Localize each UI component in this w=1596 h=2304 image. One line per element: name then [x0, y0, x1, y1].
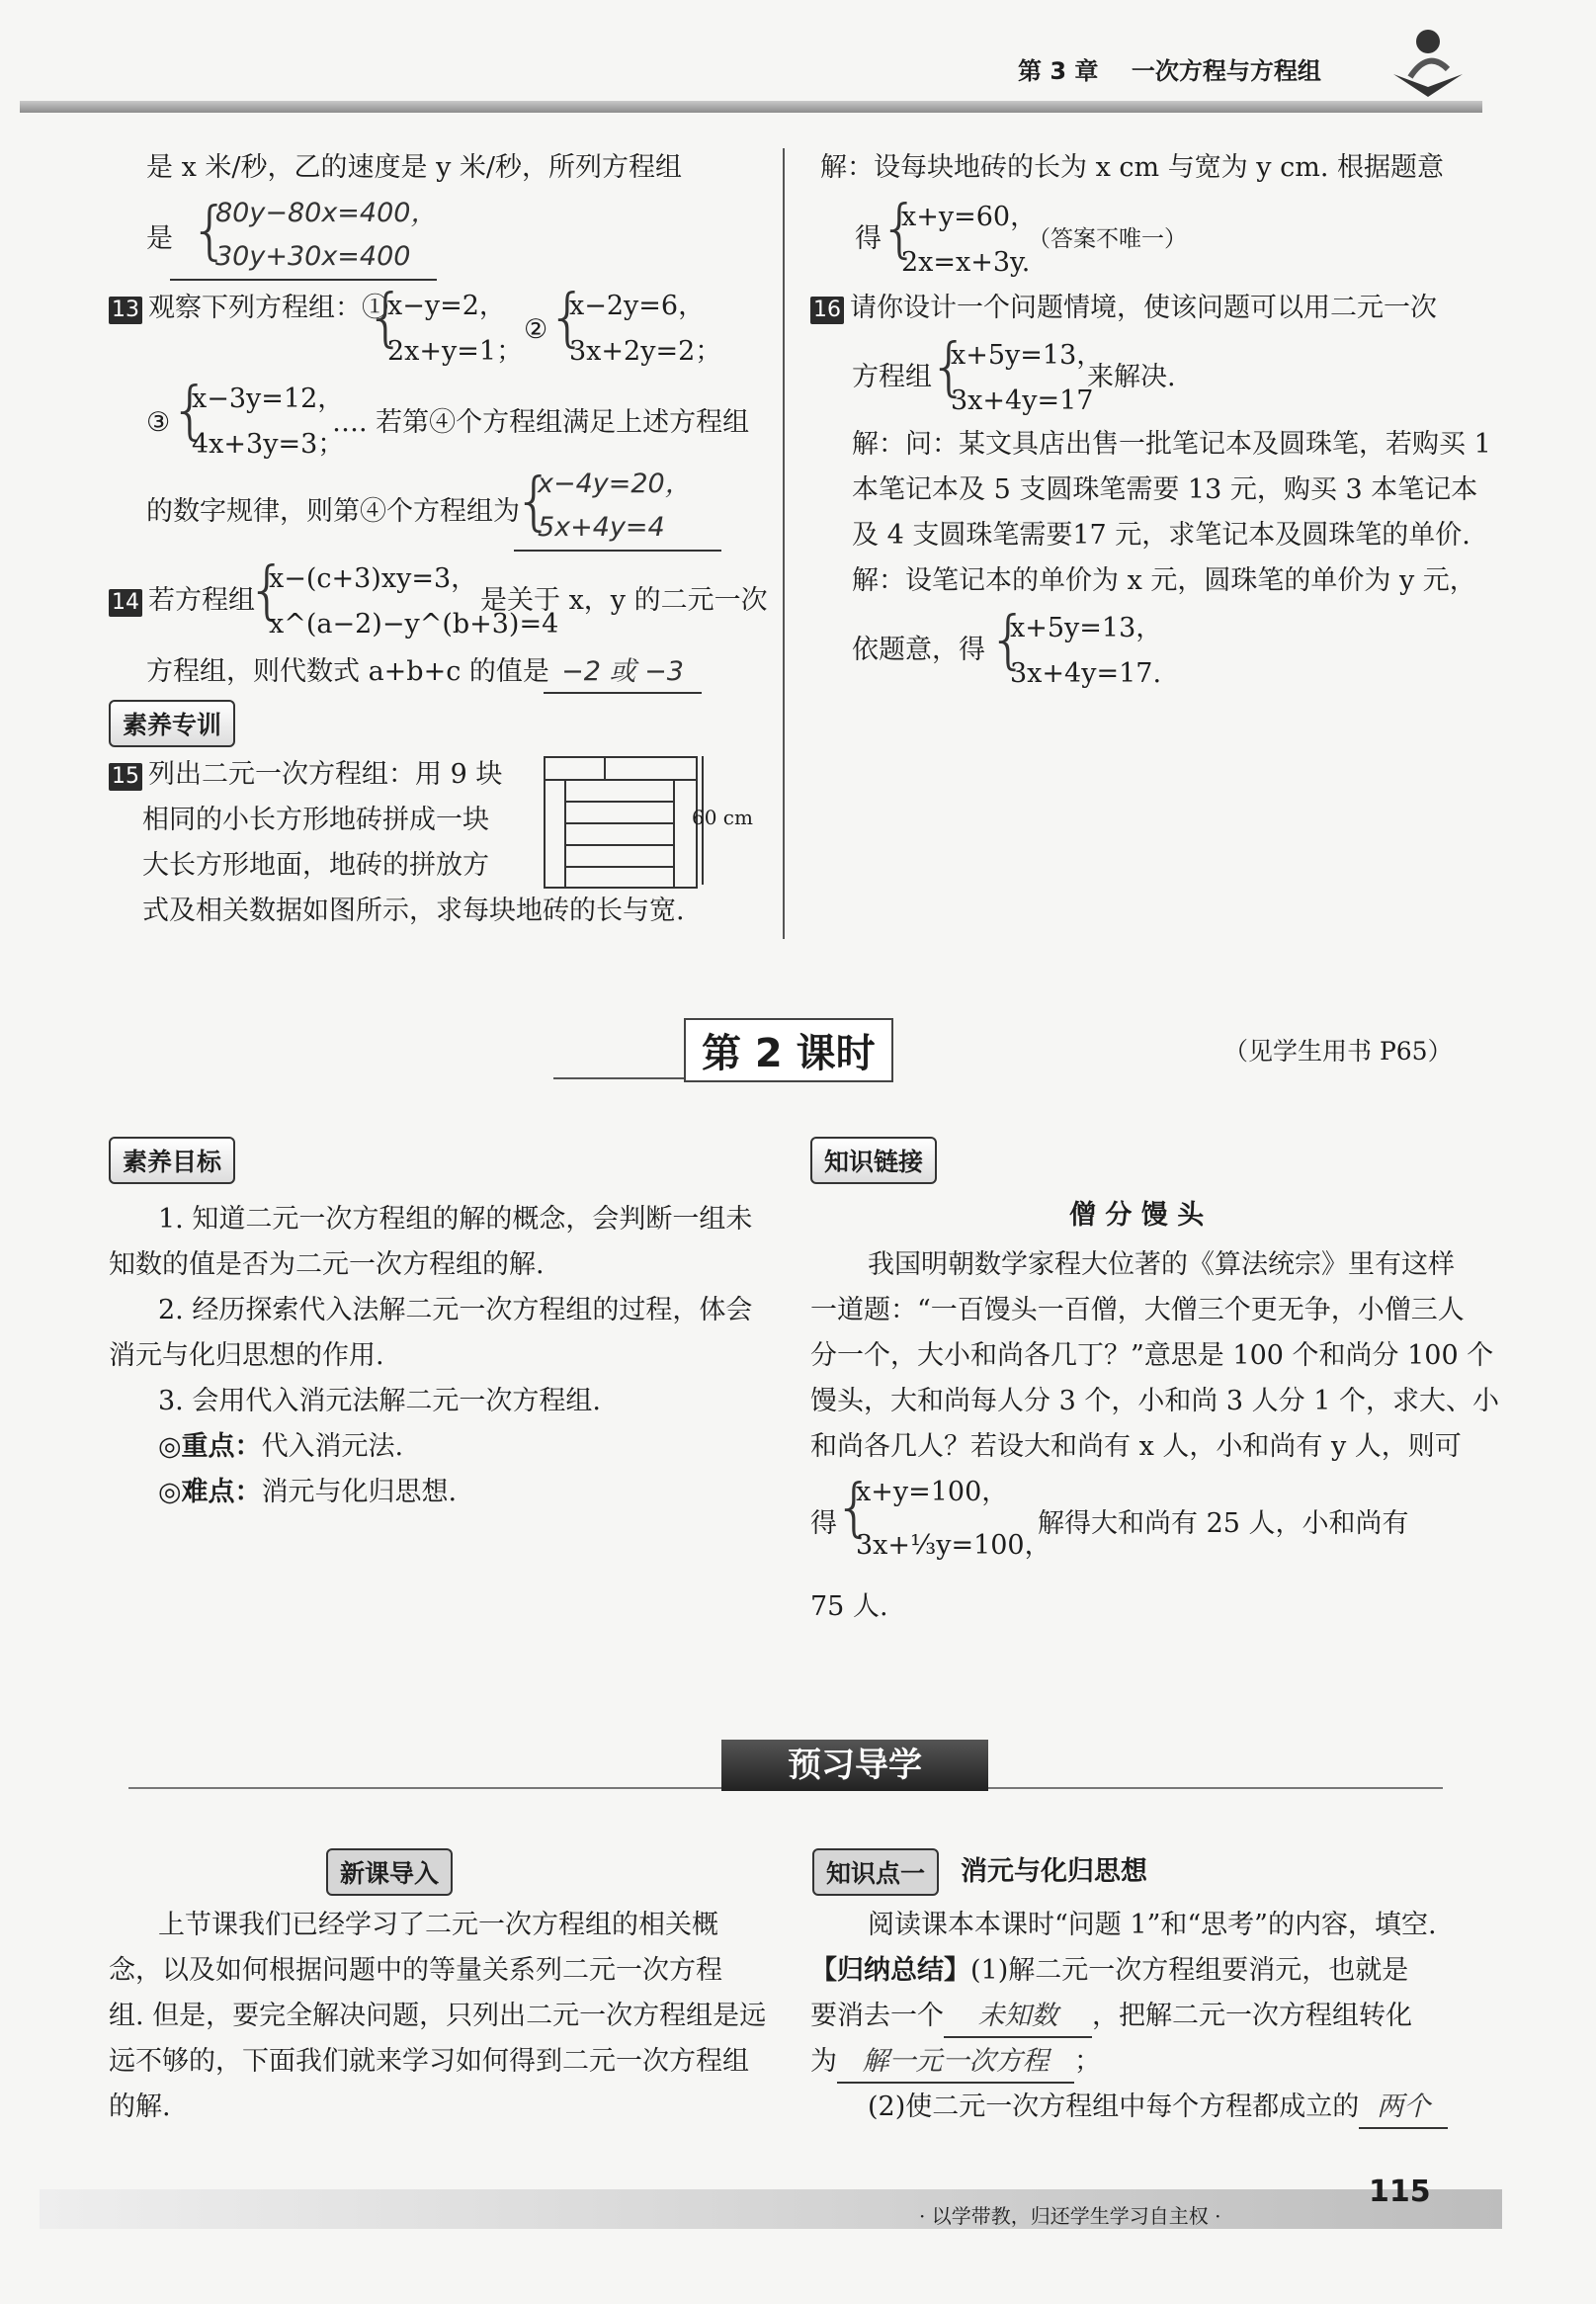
story-line: 得: [810, 1508, 837, 1539]
equation: 2x=x+3y.: [901, 247, 1031, 278]
question-15: [109, 755, 502, 795]
answer-line: 本笔记本及 5 支圆珠笔需要 13 元，购买 3 本笔记本: [852, 474, 1478, 505]
equation: x+5y=13，: [951, 340, 1104, 371]
text-line: 是关于 x，y 的二元一次: [480, 585, 768, 616]
chapter-header: [1018, 51, 1321, 86]
story-line: 和尚各几人？若设大和尚有 x 人，小和尚有 y 人，则可: [810, 1431, 1462, 1462]
reader-logo-icon: [1388, 20, 1468, 99]
answer-line: 依题意，得: [852, 635, 985, 665]
column-divider: [783, 148, 785, 939]
question-text: 列出二元一次方程组：用 9 块: [148, 759, 503, 790]
story-line: 一道题：“一百馒头一百僧，大僧三个更无争，小僧三人: [810, 1295, 1465, 1325]
equation: x^(a−2)−y^(b+3)=4: [269, 609, 559, 640]
text-line: 相同的小长方形地砖拼成一块: [142, 805, 489, 835]
chapter-title: 一次方程与方程组: [1131, 57, 1321, 85]
intro-line: 远不够的，下面我们就来学习如何得到二元一次方程组: [109, 2046, 749, 2077]
text-line: 方程组，则代数式 a+b+c 的值是: [146, 656, 549, 687]
goal-line: 消元与化归思想的作用.: [109, 1340, 384, 1371]
knowledge-point-tag: 知识点一: [812, 1848, 939, 1896]
text-line: 的数字规律，则第④个方程组为: [146, 496, 520, 527]
goal-line: 2. 经历探索代入法解二元一次方程组的过程，体会: [158, 1295, 753, 1325]
equation: x+y=60，: [901, 202, 1038, 232]
text-line: 是: [146, 223, 173, 254]
goal-line: 3. 会用代入消元法解二元一次方程组.: [158, 1386, 601, 1416]
answer-blank: { 80y−80x=400， 30y+30x=400: [170, 194, 437, 281]
page-number: 115: [1369, 2175, 1431, 2209]
difficulty-point: ◎难点：消元与化归思想.: [158, 1477, 458, 1507]
story-line: 馒头，大和尚每人分 3 个，小和尚 3 人分 1 个，求大、小: [810, 1386, 1500, 1416]
equation: 3x+4y=17.: [1010, 658, 1162, 689]
text-line: 大长方形地面，地砖的拼放方: [142, 850, 489, 881]
header-rule: [20, 101, 1482, 113]
story-line: 解得大和尚有 25 人，小和尚有: [1038, 1508, 1409, 1539]
text-line: 是 x 米/秒，乙的速度是 y 米/秒，所列方程组: [146, 152, 683, 183]
equation: x−y=2，: [387, 291, 506, 321]
tile-figure: [544, 756, 698, 889]
equation: 3x+⅓y=100，: [856, 1530, 1051, 1561]
story-line: 分一个，大小和尚各几丁？”意思是 100 个和尚分 100 个: [810, 1340, 1494, 1371]
answer-line: 及 4 支圆珠笔需要17 元，求笔记本及圆珠笔的单价.: [852, 520, 1470, 551]
lesson-title: 第 2 课时: [684, 1018, 893, 1082]
equation: x+5y=13，: [1010, 613, 1163, 643]
kp-line: (2)使二元一次方程组中每个方程都成立的 两个: [868, 2088, 1448, 2129]
question-14: [109, 581, 255, 621]
intro-line: 的解.: [109, 2091, 171, 2122]
footer-bar: [40, 2189, 1502, 2229]
kp-line: 要消去一个 未知数 ，把解二元一次方程组转化: [810, 1997, 1412, 2038]
equation: x−3y=12，: [192, 384, 345, 414]
equation: 4x+3y=3；: [192, 429, 345, 460]
equation: 3x+4y=17: [951, 385, 1094, 416]
equation: x−(c+3)xy=3，: [269, 563, 478, 594]
kp-line: 阅读课本本课时“问题 1”和“思考”的内容，填空.: [868, 1910, 1437, 1940]
story-title: 僧 分 馒 头: [1069, 1200, 1205, 1231]
equation: x−4y=20，: [538, 469, 692, 499]
note: （答案不唯一）: [1028, 226, 1187, 252]
question-number: 16: [810, 297, 844, 324]
answer-blank: −2 或 −3: [544, 652, 702, 694]
kp-line: 为 解一元一次方程 ；: [810, 2042, 1101, 2084]
story-line: 我国明朝数学家程大位著的《算法统宗》里有这样: [868, 1249, 1455, 1280]
intro-line: 念，以及如何根据问题中的等量关系列二元一次方程: [109, 1955, 722, 1986]
text-line: 解：设每块地砖的长为 x cm 与宽为 y cm. 根据题意: [820, 152, 1445, 183]
dimension-label: 60 cm: [692, 806, 753, 829]
equation: x+y=100，: [856, 1477, 1009, 1507]
question-number: 14: [109, 589, 142, 617]
label: ②: [524, 314, 548, 345]
goals-tag: 素养目标: [109, 1137, 235, 1184]
question-16: [810, 289, 1437, 328]
question-13: [109, 289, 388, 328]
book-reference: （见学生用书 P65）: [1223, 1037, 1453, 1066]
text-line: 得: [855, 223, 882, 254]
question-number: 15: [109, 763, 142, 791]
link-tag: 知识链接: [810, 1137, 937, 1184]
footer-motto: · 以学带教，归还学生学习自主权 ·: [919, 2204, 1221, 2228]
chapter-number: 第 3 章: [1018, 57, 1099, 85]
knowledge-point-title: 消元与化归思想: [961, 1856, 1147, 1887]
answer-blank: { x−4y=20， 5x+4y=4: [514, 465, 721, 552]
question-number: 13: [109, 297, 142, 324]
section-tag: 素养专训: [109, 700, 235, 747]
equation: x−2y=6，: [569, 291, 706, 321]
text-line: 方程组: [852, 362, 932, 392]
goal-line: 1. 知道二元一次方程组的解的概念，会判断一组未: [158, 1204, 753, 1235]
equation: 30y+30x=400: [215, 241, 411, 272]
key-point: ◎重点：代入消元法.: [158, 1431, 404, 1462]
answer-line: 解：问：某文具店出售一批笔记本及圆珠笔，若购买 1: [852, 429, 1491, 460]
kp-line: 【归纳总结】(1)解二元一次方程组要消元，也就是: [810, 1955, 1409, 1986]
question-text: 若方程组: [148, 585, 255, 616]
intro-line: 上节课我们已经学习了二元一次方程组的相关概: [158, 1910, 718, 1940]
goal-line: 知数的值是否为二元一次方程组的解.: [109, 1249, 545, 1280]
preview-banner: 预习导学: [721, 1740, 988, 1791]
text-line: …. 若第④个方程组满足上述方程组: [332, 407, 750, 438]
question-text: 请你设计一个问题情境，使该问题可以用二元一次: [850, 293, 1437, 323]
equation: 80y−80x=400，: [215, 198, 438, 228]
text-line: 来解决.: [1087, 362, 1176, 392]
story-line: 75 人.: [810, 1591, 888, 1622]
equation: 5x+4y=4: [538, 512, 665, 543]
intro-line: 组. 但是，要完全解决问题，只列出二元一次方程组是远: [109, 2001, 767, 2031]
label: ③: [146, 407, 171, 438]
equation: 3x+2y=2；: [569, 336, 722, 367]
answer-line: 解：设笔记本的单价为 x 元，圆珠笔的单价为 y 元，: [852, 565, 1476, 596]
equation: 2x+y=1；: [387, 336, 524, 367]
intro-tag: 新课导入: [326, 1848, 453, 1896]
question-text: 观察下列方程组：①: [148, 293, 388, 323]
text-line: 式及相关数据如图所示，求每块地砖的长与宽.: [142, 896, 685, 926]
